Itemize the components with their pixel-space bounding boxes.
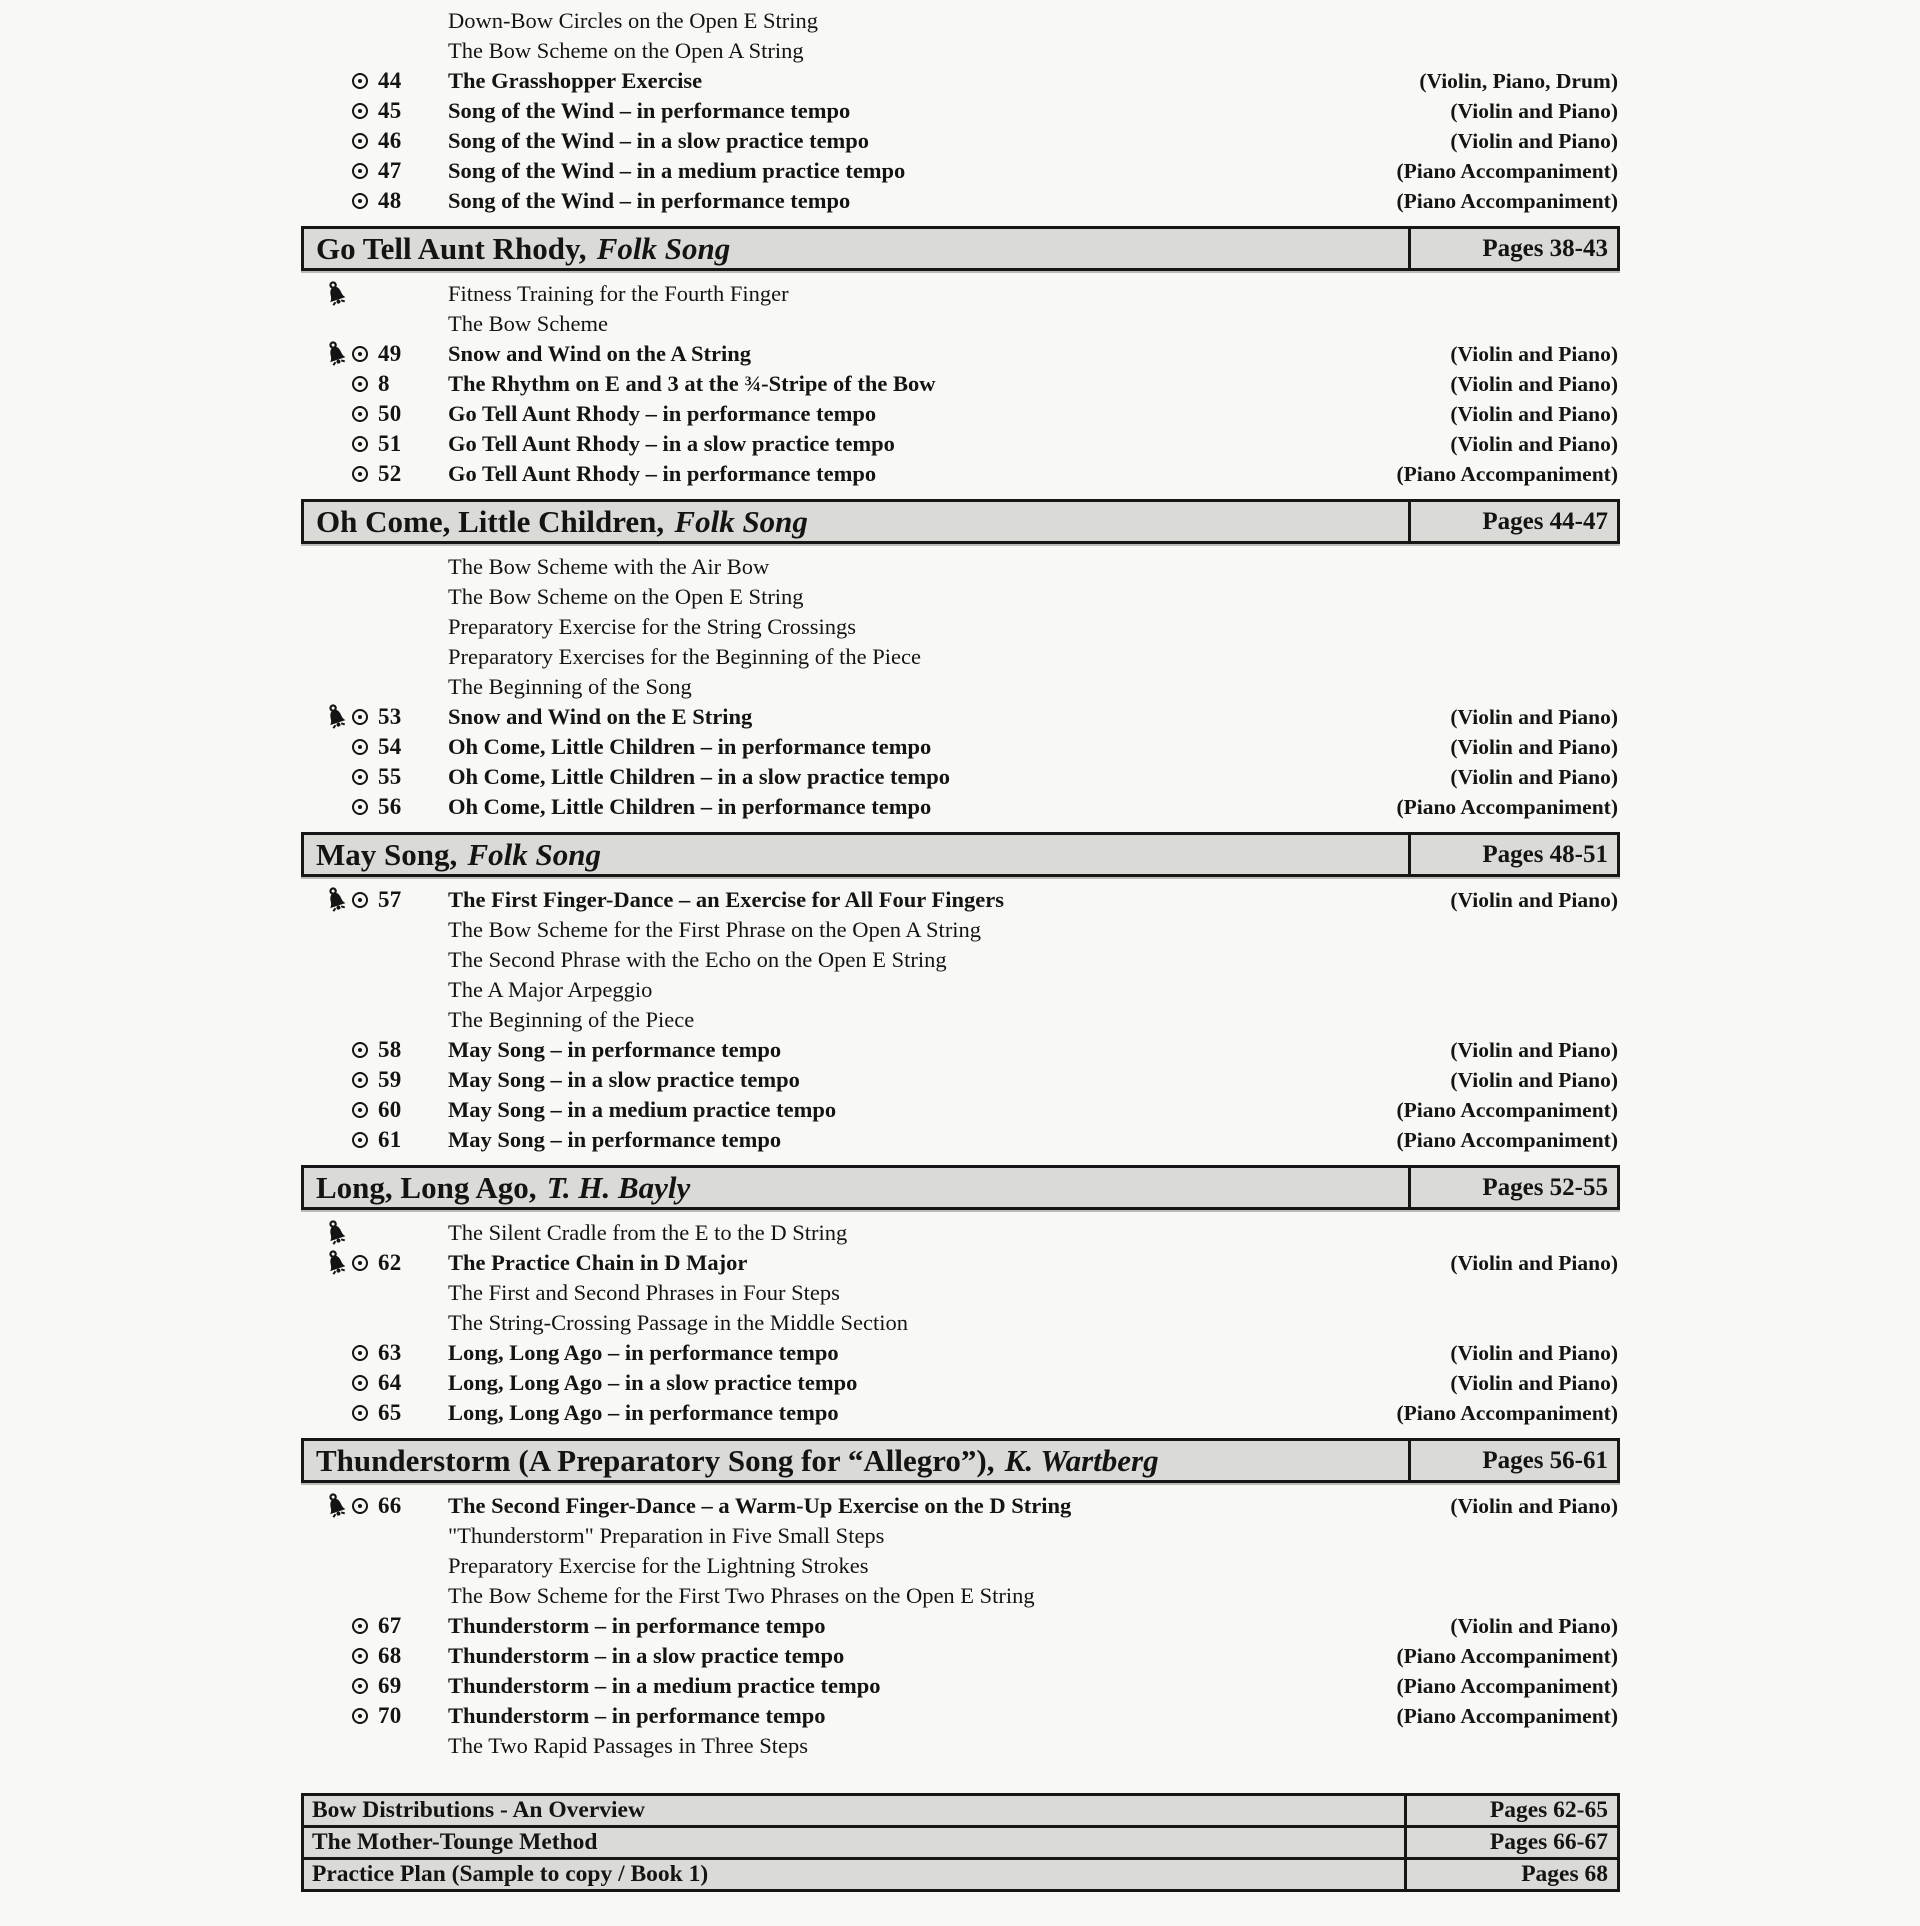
toc-row xyxy=(301,1278,1620,1308)
track-title: The First Finger-Dance – an Exercise for All Four Fingers xyxy=(448,887,1004,912)
cd-track-icon xyxy=(347,1102,373,1118)
section-title: Go Tell Aunt Rhody, xyxy=(316,230,587,266)
cd-track-icon xyxy=(347,1498,373,1514)
section-title: The Mother-Tounge Method xyxy=(312,1829,598,1855)
toc-row xyxy=(301,642,1620,672)
instrumentation-label: (Violin and Piano) xyxy=(1450,1068,1618,1092)
toc-row xyxy=(301,96,1620,126)
cd-track-icon xyxy=(347,1708,373,1724)
toc-row xyxy=(301,1491,1620,1521)
track-number: 59 xyxy=(378,1067,402,1092)
track-title: Thunderstorm – in performance tempo xyxy=(448,1613,826,1638)
section-title: Bow Distributions - An Overview xyxy=(312,1797,645,1823)
instrumentation-label: (Violin and Piano) xyxy=(1450,372,1618,396)
cd-track-icon xyxy=(347,709,373,725)
bell-icon xyxy=(301,704,347,730)
toc-row xyxy=(301,732,1620,762)
bell-icon xyxy=(301,341,347,367)
instrumentation-label: (Violin and Piano) xyxy=(1450,1251,1618,1275)
track-title: May Song – in a slow practice tempo xyxy=(448,1067,800,1092)
track-title: Preparatory Exercise for the String Crossings xyxy=(448,614,857,639)
cd-track-icon xyxy=(347,436,373,452)
track-number: 51 xyxy=(378,431,402,456)
instrumentation-label: (Violin and Piano) xyxy=(1450,99,1618,123)
track-title: The String-Crossing Passage in the Middle Section xyxy=(448,1310,908,1335)
toc-row xyxy=(301,1338,1620,1368)
toc-row xyxy=(301,1611,1620,1641)
instrumentation-label: (Violin and Piano) xyxy=(1450,1038,1618,1062)
track-title: "Thunderstorm" Preparation in Five Small Steps xyxy=(448,1523,885,1548)
toc-row xyxy=(301,672,1620,702)
instrumentation-label: (Piano Accompaniment) xyxy=(1396,462,1618,486)
section-header-bar xyxy=(301,832,1620,877)
toc-row xyxy=(301,126,1620,156)
instrumentation-label: (Violin, Piano, Drum) xyxy=(1419,69,1618,93)
toc-row xyxy=(301,1095,1620,1125)
track-title: May Song – in a medium practice tempo xyxy=(448,1097,837,1122)
toc-row xyxy=(301,1641,1620,1671)
toc-row xyxy=(301,1368,1620,1398)
instrumentation-label: (Violin and Piano) xyxy=(1450,432,1618,456)
track-title: Snow and Wind on the E String xyxy=(448,704,753,729)
toc-row xyxy=(301,459,1620,489)
toc-row xyxy=(301,612,1620,642)
cd-track-icon xyxy=(347,1042,373,1058)
cd-track-icon xyxy=(347,1072,373,1088)
track-title: The Beginning of the Piece xyxy=(448,1007,695,1032)
track-number: 57 xyxy=(378,887,402,912)
track-title: Oh Come, Little Children – in a slow practice tempo xyxy=(448,764,951,789)
toc-row xyxy=(301,1035,1620,1065)
track-title: Song of the Wind – in a slow practice tempo xyxy=(448,128,870,153)
cd-track-icon xyxy=(347,133,373,149)
page-range: Pages 56-61 xyxy=(1408,1438,1620,1483)
instrumentation-label: (Violin and Piano) xyxy=(1450,1341,1618,1365)
section-header-bar xyxy=(301,226,1620,271)
cd-track-icon xyxy=(347,892,373,908)
section-title-composer: K. Wartberg xyxy=(1004,1442,1159,1478)
track-title: Go Tell Aunt Rhody – in a slow practice tempo xyxy=(448,431,895,456)
toc-row xyxy=(301,1248,1620,1278)
track-title: Long, Long Ago – in a slow practice tempo xyxy=(448,1370,858,1395)
toc-row xyxy=(301,429,1620,459)
track-title: The Bow Scheme on the Open E String xyxy=(448,584,804,609)
toc-row xyxy=(301,1521,1620,1551)
section-title: Thunderstorm (A Preparatory Song for “Allegro”), xyxy=(316,1442,995,1478)
track-title: Fitness Training for the Fourth Finger xyxy=(448,281,789,306)
track-title: Song of the Wind – in performance tempo xyxy=(448,98,851,123)
section-header-bar xyxy=(301,1825,1620,1860)
track-title: Long, Long Ago – in performance tempo xyxy=(448,1400,839,1425)
track-number: 53 xyxy=(378,704,402,729)
track-number: 63 xyxy=(378,1340,402,1365)
instrumentation-label: (Piano Accompaniment) xyxy=(1396,1128,1618,1152)
toc-row xyxy=(301,1218,1620,1248)
track-title: Down-Bow Circles on the Open E String xyxy=(448,8,818,33)
toc-row xyxy=(301,762,1620,792)
track-number: 44 xyxy=(378,68,402,93)
toc-row xyxy=(301,309,1620,339)
page-range: Pages 68 xyxy=(1404,1857,1620,1892)
track-number: 70 xyxy=(378,1703,402,1728)
section-title: May Song, xyxy=(316,836,458,872)
page-range: Pages 66-67 xyxy=(1404,1825,1620,1860)
track-number: 8 xyxy=(378,371,390,396)
toc-row xyxy=(301,1125,1620,1155)
track-title: The Bow Scheme with the Air Bow xyxy=(448,554,770,579)
track-number: 46 xyxy=(378,128,402,153)
instrumentation-label: (Piano Accompaniment) xyxy=(1396,1401,1618,1425)
track-number: 64 xyxy=(378,1370,402,1395)
instrumentation-label: (Violin and Piano) xyxy=(1450,735,1618,759)
bell-icon xyxy=(301,1250,347,1276)
cd-track-icon xyxy=(347,1375,373,1391)
cd-track-icon xyxy=(347,1618,373,1634)
track-number: 58 xyxy=(378,1037,402,1062)
section-title-composer: Folk Song xyxy=(467,836,601,872)
track-number: 48 xyxy=(378,188,402,213)
toc-row xyxy=(301,975,1620,1005)
toc-row xyxy=(301,1581,1620,1611)
section-header-bar xyxy=(301,1857,1620,1892)
track-number: 49 xyxy=(378,341,402,366)
instrumentation-label: (Violin and Piano) xyxy=(1450,1494,1618,1518)
toc-row xyxy=(301,1005,1620,1035)
cd-track-icon xyxy=(347,406,373,422)
track-number: 66 xyxy=(378,1493,402,1518)
section-header-bar xyxy=(301,1438,1620,1483)
toc-row xyxy=(301,339,1620,369)
page-range: Pages 52-55 xyxy=(1408,1165,1620,1210)
track-title: The Bow Scheme on the Open A String xyxy=(448,38,804,63)
toc-row xyxy=(301,1308,1620,1338)
toc-row xyxy=(301,945,1620,975)
track-number: 61 xyxy=(378,1127,402,1152)
section-header-bar xyxy=(301,499,1620,544)
cd-track-icon xyxy=(347,466,373,482)
track-title: Song of the Wind – in a medium practice tempo xyxy=(448,158,906,183)
toc-row xyxy=(301,279,1620,309)
track-number: 56 xyxy=(378,794,402,819)
toc-row xyxy=(301,582,1620,612)
instrumentation-label: (Violin and Piano) xyxy=(1450,402,1618,426)
track-title: The Beginning of the Song xyxy=(448,674,692,699)
track-title: Go Tell Aunt Rhody – in performance tempo xyxy=(448,461,877,486)
page-range: Pages 62-65 xyxy=(1404,1793,1620,1828)
track-title: Preparatory Exercises for the Beginning of the Piece xyxy=(448,644,921,669)
track-title: The Practice Chain in D Major xyxy=(448,1250,748,1275)
track-number: 68 xyxy=(378,1643,402,1668)
track-title: Snow and Wind on the A String xyxy=(448,341,752,366)
instrumentation-label: (Piano Accompaniment) xyxy=(1396,1098,1618,1122)
track-title: The Bow Scheme for the First Two Phrases on the Open E String xyxy=(448,1583,1035,1608)
cd-track-icon xyxy=(347,346,373,362)
track-title: Thunderstorm – in a slow practice tempo xyxy=(448,1643,845,1668)
toc-row xyxy=(301,1671,1620,1701)
track-number: 45 xyxy=(378,98,402,123)
instrumentation-label: (Violin and Piano) xyxy=(1450,342,1618,366)
toc-row xyxy=(301,156,1620,186)
instrumentation-label: (Piano Accompaniment) xyxy=(1396,159,1618,183)
toc-row xyxy=(301,1398,1620,1428)
cd-track-icon xyxy=(347,163,373,179)
cd-track-icon xyxy=(347,1132,373,1148)
track-title: The Bow Scheme xyxy=(448,311,608,336)
track-title: The Second Finger-Dance – a Warm-Up Exercise on the D String xyxy=(448,1493,1072,1518)
track-number: 47 xyxy=(378,158,402,183)
toc-row xyxy=(301,792,1620,822)
track-title: Preparatory Exercise for the Lightning Strokes xyxy=(448,1553,869,1578)
section-header-bar xyxy=(301,1165,1620,1210)
toc-row xyxy=(301,702,1620,732)
track-title: Go Tell Aunt Rhody – in performance tempo xyxy=(448,401,877,426)
section-title-composer: T. H. Bayly xyxy=(546,1169,691,1205)
track-title: May Song – in performance tempo xyxy=(448,1127,782,1152)
track-number: 52 xyxy=(378,461,402,486)
track-title: Long, Long Ago – in performance tempo xyxy=(448,1340,839,1365)
toc-row xyxy=(301,1701,1620,1731)
instrumentation-label: (Violin and Piano) xyxy=(1450,705,1618,729)
track-number: 60 xyxy=(378,1097,402,1122)
section-title: Long, Long Ago, xyxy=(316,1169,537,1205)
toc-row xyxy=(301,552,1620,582)
track-number: 54 xyxy=(378,734,402,759)
track-number: 67 xyxy=(378,1613,402,1638)
track-title: Thunderstorm – in performance tempo xyxy=(448,1703,826,1728)
toc-row xyxy=(301,1065,1620,1095)
bell-icon xyxy=(301,887,347,913)
track-number: 55 xyxy=(378,764,402,789)
instrumentation-label: (Piano Accompaniment) xyxy=(1396,795,1618,819)
instrumentation-label: (Violin and Piano) xyxy=(1450,1614,1618,1638)
page-range: Pages 44-47 xyxy=(1408,499,1620,544)
cd-track-icon xyxy=(347,769,373,785)
cd-track-icon xyxy=(347,799,373,815)
section-title: Practice Plan (Sample to copy / Book 1) xyxy=(312,1861,709,1887)
track-number: 65 xyxy=(378,1400,402,1425)
cd-track-icon xyxy=(347,1255,373,1271)
track-number: 50 xyxy=(378,401,402,426)
cd-track-icon xyxy=(347,103,373,119)
toc-row xyxy=(301,369,1620,399)
section-title-composer: Folk Song xyxy=(674,503,808,539)
instrumentation-label: (Violin and Piano) xyxy=(1450,129,1618,153)
page-range: Pages 38-43 xyxy=(1408,226,1620,271)
instrumentation-label: (Violin and Piano) xyxy=(1450,765,1618,789)
toc-row xyxy=(301,66,1620,96)
track-title: The Two Rapid Passages in Three Steps xyxy=(448,1733,809,1758)
toc-content xyxy=(301,6,1620,1892)
section-title: Oh Come, Little Children, xyxy=(316,503,665,539)
toc-row xyxy=(301,399,1620,429)
instrumentation-label: (Violin and Piano) xyxy=(1450,1371,1618,1395)
instrumentation-label: (Piano Accompaniment) xyxy=(1396,189,1618,213)
track-title: Oh Come, Little Children – in performance tempo xyxy=(448,734,932,759)
scanned-toc-page xyxy=(0,6,1920,1926)
toc-row xyxy=(301,6,1620,36)
track-title: Thunderstorm – in a medium practice tempo xyxy=(448,1673,881,1698)
track-title: The Grasshopper Exercise xyxy=(448,68,703,93)
track-number: 69 xyxy=(378,1673,402,1698)
toc-row xyxy=(301,1551,1620,1581)
track-title: The Bow Scheme for the First Phrase on the Open A String xyxy=(448,917,982,942)
track-number: 62 xyxy=(378,1250,402,1275)
track-title: The Second Phrase with the Echo on the Open E String xyxy=(448,947,947,972)
toc-row xyxy=(301,915,1620,945)
cd-track-icon xyxy=(347,376,373,392)
cd-track-icon xyxy=(347,1345,373,1361)
track-title: Oh Come, Little Children – in performance tempo xyxy=(448,794,932,819)
toc-row xyxy=(301,1731,1620,1761)
track-title: May Song – in performance tempo xyxy=(448,1037,782,1062)
track-title: The A Major Arpeggio xyxy=(448,977,653,1002)
bell-icon xyxy=(301,281,347,307)
cd-track-icon xyxy=(347,193,373,209)
bell-icon xyxy=(301,1493,347,1519)
bell-icon xyxy=(301,1220,347,1246)
instrumentation-label: (Piano Accompaniment) xyxy=(1396,1704,1618,1728)
track-title: The First and Second Phrases in Four Steps xyxy=(448,1280,840,1305)
toc-row xyxy=(301,186,1620,216)
instrumentation-label: (Piano Accompaniment) xyxy=(1396,1644,1618,1668)
toc-row xyxy=(301,36,1620,66)
track-title: Song of the Wind – in performance tempo xyxy=(448,188,851,213)
track-title: The Rhythm on E and 3 at the ¾-Stripe of the Bow xyxy=(448,371,936,396)
cd-track-icon xyxy=(347,739,373,755)
section-title-composer: Folk Song xyxy=(596,230,731,266)
instrumentation-label: (Violin and Piano) xyxy=(1450,888,1618,912)
toc-row xyxy=(301,885,1620,915)
cd-track-icon xyxy=(347,1678,373,1694)
cd-track-icon xyxy=(347,1648,373,1664)
instrumentation-label: (Piano Accompaniment) xyxy=(1396,1674,1618,1698)
track-title: The Silent Cradle from the E to the D String xyxy=(448,1220,848,1245)
cd-track-icon xyxy=(347,73,373,89)
cd-track-icon xyxy=(347,1405,373,1421)
page-range: Pages 48-51 xyxy=(1408,832,1620,877)
section-header-bar xyxy=(301,1793,1620,1828)
